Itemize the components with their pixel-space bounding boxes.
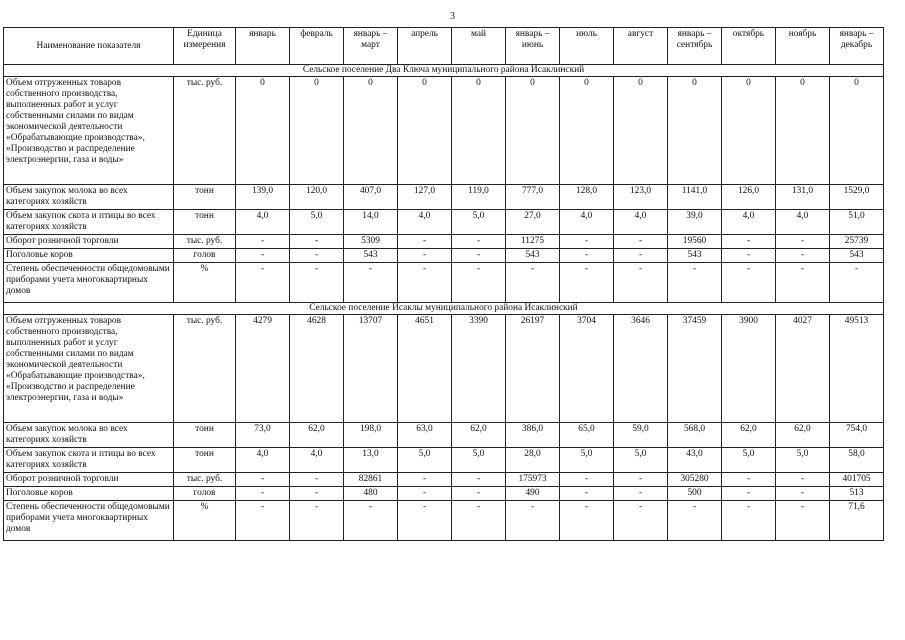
value-cell: 500 xyxy=(668,487,722,501)
value-cell: 754,0 xyxy=(830,423,884,448)
value-cell: 51,0 xyxy=(830,210,884,235)
value-cell: 401705 xyxy=(830,473,884,487)
indicator-name: Поголовье коров xyxy=(4,249,174,263)
value-cell: 11275 xyxy=(506,235,560,249)
value-cell: 58,0 xyxy=(830,448,884,473)
value-cell: 71,6 xyxy=(830,501,884,541)
value-cell: 4027 xyxy=(776,315,830,423)
unit-cell: тыс. руб. xyxy=(174,77,236,185)
unit-cell: тыс. руб. xyxy=(174,235,236,249)
page-number: 3 xyxy=(450,11,455,22)
value-cell: - xyxy=(722,235,776,249)
value-cell: 175973 xyxy=(506,473,560,487)
section-header-row xyxy=(4,303,884,315)
value-cell: 4,0 xyxy=(398,210,452,235)
value-cell: - xyxy=(290,235,344,249)
table-row xyxy=(4,77,884,185)
table-row xyxy=(4,315,884,423)
value-cell: 4,0 xyxy=(236,448,290,473)
value-cell: - xyxy=(398,487,452,501)
value-cell: 4279 xyxy=(236,315,290,423)
value-cell: - xyxy=(776,501,830,541)
indicator-name: Поголовье коров xyxy=(4,487,174,501)
value-cell: 386,0 xyxy=(506,423,560,448)
value-cell: - xyxy=(614,263,668,303)
value-cell: 4,0 xyxy=(614,210,668,235)
value-cell: 123,0 xyxy=(614,185,668,210)
value-cell: - xyxy=(452,263,506,303)
value-cell: 480 xyxy=(344,487,398,501)
section-header-row xyxy=(4,65,884,77)
table-row xyxy=(4,249,884,263)
value-cell: - xyxy=(452,501,506,541)
section-title: Сельское поселение Исаклы муниципального района Исаклинский xyxy=(4,303,884,315)
column-header-unit: Единица измерения xyxy=(174,28,236,65)
value-cell: 3390 xyxy=(452,315,506,423)
value-cell: 0 xyxy=(614,77,668,185)
value-cell: - xyxy=(560,501,614,541)
value-cell: - xyxy=(398,249,452,263)
table-row xyxy=(4,501,884,541)
value-cell: 513 xyxy=(830,487,884,501)
value-cell: - xyxy=(722,487,776,501)
value-cell: 5,0 xyxy=(614,448,668,473)
value-cell: 4651 xyxy=(398,315,452,423)
unit-cell: % xyxy=(174,501,236,541)
value-cell: 27,0 xyxy=(506,210,560,235)
value-cell: 65,0 xyxy=(560,423,614,448)
value-cell: 120,0 xyxy=(290,185,344,210)
value-cell: 62,0 xyxy=(452,423,506,448)
unit-cell: тыс. руб. xyxy=(174,315,236,423)
value-cell: - xyxy=(290,263,344,303)
table-row xyxy=(4,235,884,249)
column-header-period: январь – июнь xyxy=(506,28,560,65)
value-cell: - xyxy=(560,249,614,263)
column-header-period: апрель xyxy=(398,28,452,65)
column-header-period: ноябрь xyxy=(776,28,830,65)
column-header-period: август xyxy=(614,28,668,65)
value-cell: 0 xyxy=(452,77,506,185)
value-cell: 19560 xyxy=(668,235,722,249)
value-cell: - xyxy=(236,501,290,541)
value-cell: - xyxy=(668,263,722,303)
value-cell: 62,0 xyxy=(722,423,776,448)
value-cell: 3646 xyxy=(614,315,668,423)
value-cell: 5,0 xyxy=(560,448,614,473)
value-cell: 126,0 xyxy=(722,185,776,210)
value-cell: 63,0 xyxy=(398,423,452,448)
column-header-indicator: Наименование показателя xyxy=(4,28,174,65)
section-title: Сельское поселение Два Ключа муниципального района Исаклинский xyxy=(4,65,884,77)
value-cell: - xyxy=(398,263,452,303)
column-header-period: июль xyxy=(560,28,614,65)
value-cell: - xyxy=(614,473,668,487)
value-cell: 5,0 xyxy=(452,448,506,473)
value-cell: 43,0 xyxy=(668,448,722,473)
value-cell: - xyxy=(830,263,884,303)
column-header-period: май xyxy=(452,28,506,65)
value-cell: 543 xyxy=(506,249,560,263)
value-cell: 4,0 xyxy=(236,210,290,235)
value-cell: - xyxy=(722,263,776,303)
value-cell: - xyxy=(614,249,668,263)
value-cell: - xyxy=(614,235,668,249)
value-cell: 490 xyxy=(506,487,560,501)
value-cell: 5,0 xyxy=(290,210,344,235)
unit-cell: голов xyxy=(174,249,236,263)
value-cell: 14,0 xyxy=(344,210,398,235)
value-cell: - xyxy=(560,487,614,501)
indicator-name: Объем закупок скота и птицы во всех категориях хозяйств xyxy=(4,210,174,235)
value-cell: 39,0 xyxy=(668,210,722,235)
value-cell: - xyxy=(614,501,668,541)
value-cell: - xyxy=(776,263,830,303)
value-cell: - xyxy=(452,487,506,501)
header-row xyxy=(4,28,884,65)
value-cell: - xyxy=(344,263,398,303)
indicator-name: Степень обеспеченности общедомовыми приборами учета многоквартирных домов xyxy=(4,263,174,303)
value-cell: 5,0 xyxy=(722,448,776,473)
value-cell: - xyxy=(560,235,614,249)
indicator-name: Объем закупок скота и птицы во всех категориях хозяйств xyxy=(4,448,174,473)
value-cell: - xyxy=(560,263,614,303)
column-header-period: январь – сентябрь xyxy=(668,28,722,65)
value-cell: 139,0 xyxy=(236,185,290,210)
table-row xyxy=(4,210,884,235)
value-cell: 4628 xyxy=(290,315,344,423)
value-cell: - xyxy=(398,473,452,487)
value-cell: 777,0 xyxy=(506,185,560,210)
value-cell: 4,0 xyxy=(290,448,344,473)
table-row xyxy=(4,487,884,501)
table-row xyxy=(4,185,884,210)
value-cell: 73,0 xyxy=(236,423,290,448)
value-cell: 0 xyxy=(236,77,290,185)
value-cell: 5,0 xyxy=(398,448,452,473)
indicator-name: Объем закупок молока во всех категориях хозяйств xyxy=(4,185,174,210)
value-cell: 4,0 xyxy=(776,210,830,235)
value-cell: 0 xyxy=(290,77,344,185)
value-cell: 62,0 xyxy=(776,423,830,448)
value-cell: - xyxy=(236,263,290,303)
value-cell: 0 xyxy=(344,77,398,185)
value-cell: - xyxy=(236,249,290,263)
column-header-period: январь – март xyxy=(344,28,398,65)
value-cell: - xyxy=(236,487,290,501)
table-row xyxy=(4,473,884,487)
indicator-name: Степень обеспеченности общедомовыми приборами учета многоквартирных домов xyxy=(4,501,174,541)
value-cell: 131,0 xyxy=(776,185,830,210)
value-cell: 0 xyxy=(560,77,614,185)
value-cell: - xyxy=(290,473,344,487)
value-cell: 5,0 xyxy=(776,448,830,473)
value-cell: - xyxy=(398,501,452,541)
value-cell: - xyxy=(776,487,830,501)
value-cell: - xyxy=(614,487,668,501)
value-cell: 13,0 xyxy=(344,448,398,473)
column-header-period: февраль xyxy=(290,28,344,65)
value-cell: 0 xyxy=(506,77,560,185)
value-cell: - xyxy=(722,473,776,487)
unit-cell: тонн xyxy=(174,448,236,473)
value-cell: - xyxy=(506,263,560,303)
value-cell: 3704 xyxy=(560,315,614,423)
indicator-name: Объем отгруженных товаров собственного производства, выполненных работ и услуг собственными силами по видам экономической деятельности «Обрабатывающие производства», «Производство и распределение электроэнергии, газа и воды» xyxy=(4,77,174,185)
value-cell: 5,0 xyxy=(452,210,506,235)
value-cell: 59,0 xyxy=(614,423,668,448)
indicator-name: Оборот розничной торговли xyxy=(4,235,174,249)
unit-cell: тонн xyxy=(174,210,236,235)
value-cell: 0 xyxy=(722,77,776,185)
value-cell: 37459 xyxy=(668,315,722,423)
value-cell: 5309 xyxy=(344,235,398,249)
value-cell: - xyxy=(344,501,398,541)
value-cell: - xyxy=(398,235,452,249)
value-cell: 543 xyxy=(830,249,884,263)
value-cell: 198,0 xyxy=(344,423,398,448)
value-cell: 62,0 xyxy=(290,423,344,448)
value-cell: 49513 xyxy=(830,315,884,423)
value-cell: - xyxy=(668,501,722,541)
value-cell: 127,0 xyxy=(398,185,452,210)
value-cell: 26197 xyxy=(506,315,560,423)
value-cell: 0 xyxy=(398,77,452,185)
value-cell: 305280 xyxy=(668,473,722,487)
value-cell: 0 xyxy=(830,77,884,185)
value-cell: 543 xyxy=(668,249,722,263)
value-cell: - xyxy=(236,235,290,249)
value-cell: 1529,0 xyxy=(830,185,884,210)
unit-cell: голов xyxy=(174,487,236,501)
unit-cell: % xyxy=(174,263,236,303)
value-cell: - xyxy=(776,235,830,249)
indicator-name: Объем отгруженных товаров собственного производства, выполненных работ и услуг собственными силами по видам экономической деятельности «Обрабатывающие производства», «Производство и распределение электроэнергии, газа и воды» xyxy=(4,315,174,423)
table-body xyxy=(4,65,884,541)
value-cell: 3900 xyxy=(722,315,776,423)
table-row xyxy=(4,423,884,448)
value-cell: 119,0 xyxy=(452,185,506,210)
table-row xyxy=(4,448,884,473)
table-row xyxy=(4,263,884,303)
value-cell: 0 xyxy=(668,77,722,185)
value-cell: 25739 xyxy=(830,235,884,249)
value-cell: 28,0 xyxy=(506,448,560,473)
value-cell: - xyxy=(290,501,344,541)
column-header-period: октябрь xyxy=(722,28,776,65)
value-cell: 13707 xyxy=(344,315,398,423)
value-cell: 1141,0 xyxy=(668,185,722,210)
value-cell: 4,0 xyxy=(560,210,614,235)
value-cell: - xyxy=(236,473,290,487)
column-header-period: январь – декабрь xyxy=(830,28,884,65)
value-cell: 407,0 xyxy=(344,185,398,210)
value-cell: - xyxy=(290,487,344,501)
value-cell: - xyxy=(290,249,344,263)
value-cell: - xyxy=(722,501,776,541)
value-cell: - xyxy=(776,249,830,263)
indicator-name: Объем закупок молока во всех категориях хозяйств xyxy=(4,423,174,448)
value-cell: 568,0 xyxy=(668,423,722,448)
value-cell: - xyxy=(776,473,830,487)
value-cell: 0 xyxy=(776,77,830,185)
unit-cell: тонн xyxy=(174,423,236,448)
value-cell: 543 xyxy=(344,249,398,263)
value-cell: - xyxy=(452,473,506,487)
indicators-table xyxy=(3,27,884,541)
unit-cell: тонн xyxy=(174,185,236,210)
value-cell: 82861 xyxy=(344,473,398,487)
value-cell: - xyxy=(722,249,776,263)
unit-cell: тыс. руб. xyxy=(174,473,236,487)
indicator-name: Оборот розничной торговли xyxy=(4,473,174,487)
value-cell: 128,0 xyxy=(560,185,614,210)
value-cell: - xyxy=(452,249,506,263)
value-cell: 4,0 xyxy=(722,210,776,235)
value-cell: - xyxy=(452,235,506,249)
value-cell: - xyxy=(506,501,560,541)
column-header-period: январь xyxy=(236,28,290,65)
value-cell: - xyxy=(560,473,614,487)
